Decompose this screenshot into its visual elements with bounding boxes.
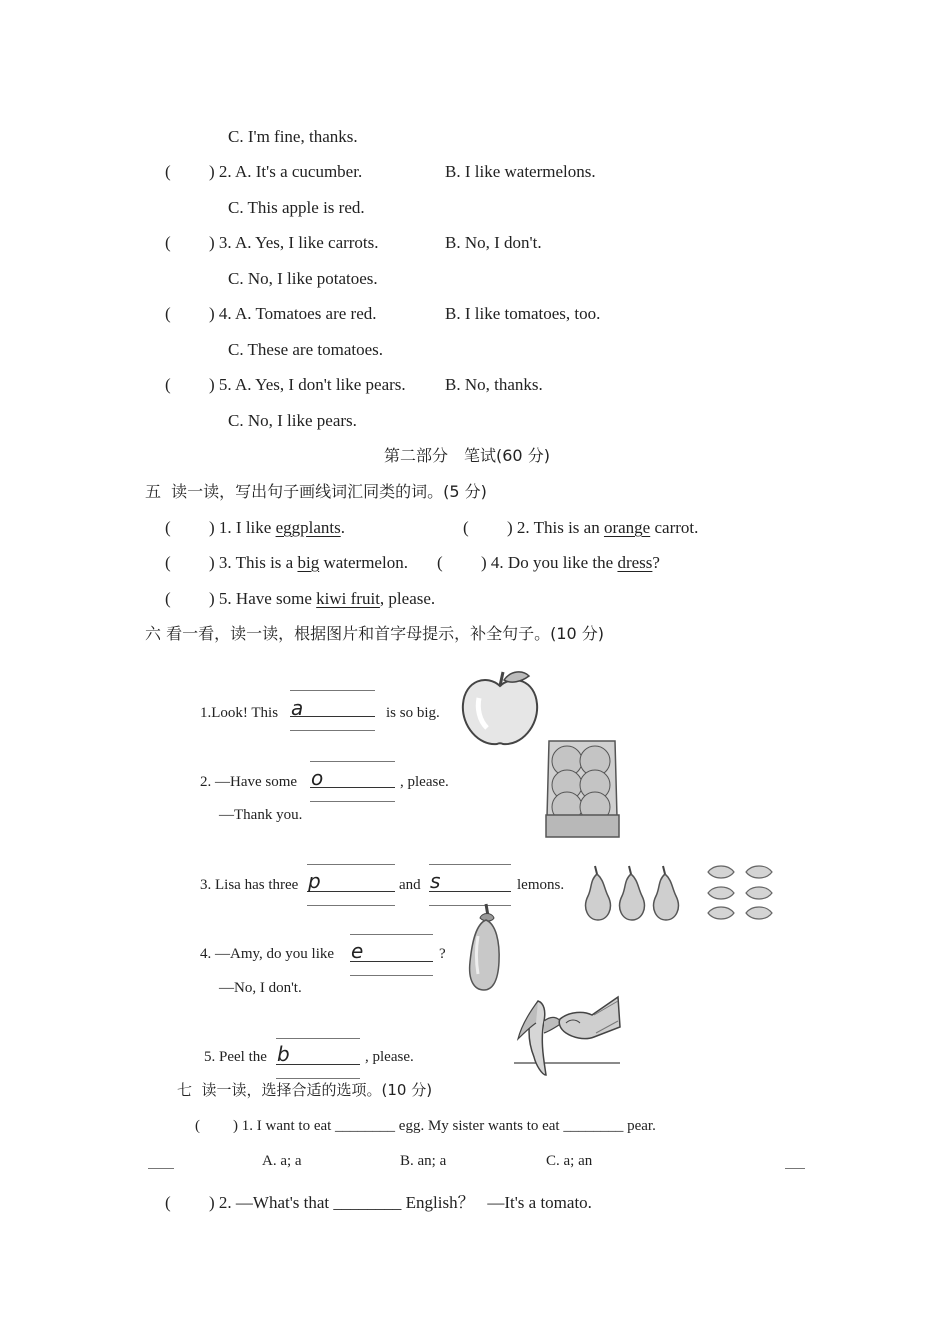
s6-q2-reply: —Thank you. xyxy=(219,807,303,823)
peel-banana-icon xyxy=(514,993,622,1077)
s6-q5-pre: 5. Peel the xyxy=(204,1049,267,1065)
s6-q5-letter: b xyxy=(277,1042,290,1066)
part2-title: 第二部分 笔试(60 分) xyxy=(384,446,550,465)
s6-q3-letter1: p xyxy=(308,869,321,893)
section5-title: 五 读一读，写出句子画线词汇同类的词。(5 分) xyxy=(145,482,487,501)
s7-q2-paren: ( xyxy=(165,1193,171,1212)
q5-option-b: B. No, thanks. xyxy=(445,375,543,394)
q2-paren-open: ( xyxy=(165,162,171,181)
s6-q3-blank2[interactable] xyxy=(429,891,511,892)
s6-q3-post: lemons. xyxy=(517,877,565,893)
page-edge-mark xyxy=(785,1168,805,1169)
writing-line-bottom xyxy=(310,801,395,802)
writing-line-top xyxy=(310,761,395,762)
s6-q2-post: , please. xyxy=(400,774,449,790)
s5-q2: ) 2. This is an orange carrot. xyxy=(507,518,699,537)
s6-q4-reply: —No, I don't. xyxy=(219,980,302,996)
q3-option-b: B. No, I don't. xyxy=(445,233,542,252)
q1-option-c: C. I'm fine, thanks. xyxy=(228,127,358,146)
s6-q1-pre: 1.Look! This xyxy=(200,705,279,721)
s7-q1-option-c[interactable]: C. a; an xyxy=(546,1153,593,1169)
s6-q2-pre: 2. —Have some xyxy=(200,774,298,790)
s5-q1: ) 1. I like eggplants. xyxy=(209,518,345,537)
s7-q1-option-b[interactable]: B. an; a xyxy=(400,1153,447,1169)
section6-title: 六 看一看，读一读，根据图片和首字母提示，补全句子。(10 分) xyxy=(145,624,605,643)
q3-option-a: ) 3. A. Yes, I like carrots. xyxy=(209,233,379,252)
s5-q5: ) 5. Have some kiwi fruit, please. xyxy=(209,589,436,608)
s6-q3-letter2: s xyxy=(430,869,441,893)
writing-line-top xyxy=(429,864,511,865)
q5-paren-open: ( xyxy=(165,375,171,394)
eggplant-icon xyxy=(466,902,502,994)
lemons-icon xyxy=(706,862,778,922)
writing-line-bottom xyxy=(276,1078,360,1079)
s6-q1-letter: a xyxy=(291,696,304,720)
q4-option-b: B. I like tomatoes, too. xyxy=(445,304,601,323)
q4-option-c: C. These are tomatoes. xyxy=(228,340,384,359)
s5-q3: ) 3. This is a big watermelon. xyxy=(209,553,408,572)
s7-q1-paren: ( xyxy=(195,1118,200,1134)
pears-icon xyxy=(580,866,684,922)
q3-option-c: C. No, I like potatoes. xyxy=(228,269,378,288)
s5-q3-paren: ( xyxy=(165,553,171,572)
q4-option-a: ) 4. A. Tomatoes are red. xyxy=(209,304,377,323)
s5-q4-paren: ( xyxy=(437,553,443,572)
writing-line-top xyxy=(350,934,433,935)
section7-title: 七 读一读，选择合适的选项。(10 分) xyxy=(177,1081,433,1099)
s6-q4-letter: e xyxy=(351,939,364,963)
s5-q4: ) 4. Do you like the dress? xyxy=(481,553,660,572)
s7-q2-text: ) 2. —What's that ________ English？ —It's a tomato. xyxy=(209,1193,592,1212)
s5-q1-paren: ( xyxy=(165,518,171,537)
oranges-box-icon xyxy=(545,741,621,839)
page-edge-mark xyxy=(148,1168,174,1169)
s7-q1-option-a[interactable]: A. a; a xyxy=(262,1153,302,1169)
q5-option-a: ) 5. A. Yes, I don't like pears. xyxy=(209,375,406,394)
s7-q1-text: ) 1. I want to eat ________ egg. My sister wants to eat ________ pear. xyxy=(233,1118,656,1134)
s6-q5-post: , please. xyxy=(365,1049,414,1065)
s6-q4-post: ? xyxy=(439,946,446,962)
q5-option-c: C. No, I like pears. xyxy=(228,411,357,430)
q2-option-c: C. This apple is red. xyxy=(228,198,365,217)
s6-q3-pre: 3. Lisa has three xyxy=(200,877,299,893)
s6-q3-mid: and xyxy=(399,877,421,893)
writing-line-top xyxy=(276,1038,360,1039)
writing-line-bottom xyxy=(350,975,433,976)
q4-paren-open: ( xyxy=(165,304,171,323)
q3-paren-open: ( xyxy=(165,233,171,252)
s5-q2-paren: ( xyxy=(463,518,469,537)
writing-line-top xyxy=(307,864,395,865)
q2-option-b: B. I like watermelons. xyxy=(445,162,596,181)
writing-line-bottom xyxy=(307,905,395,906)
apple-icon xyxy=(459,668,541,750)
s6-q2-letter: o xyxy=(311,766,324,790)
writing-line-top xyxy=(290,690,375,691)
s6-q1-post: is so big. xyxy=(386,705,440,721)
s5-q5-paren: ( xyxy=(165,589,171,608)
writing-line-bottom xyxy=(290,730,375,731)
s6-q4-pre: 4. —Amy, do you like xyxy=(200,946,335,962)
q2-option-a: ) 2. A. It's a cucumber. xyxy=(209,162,363,181)
